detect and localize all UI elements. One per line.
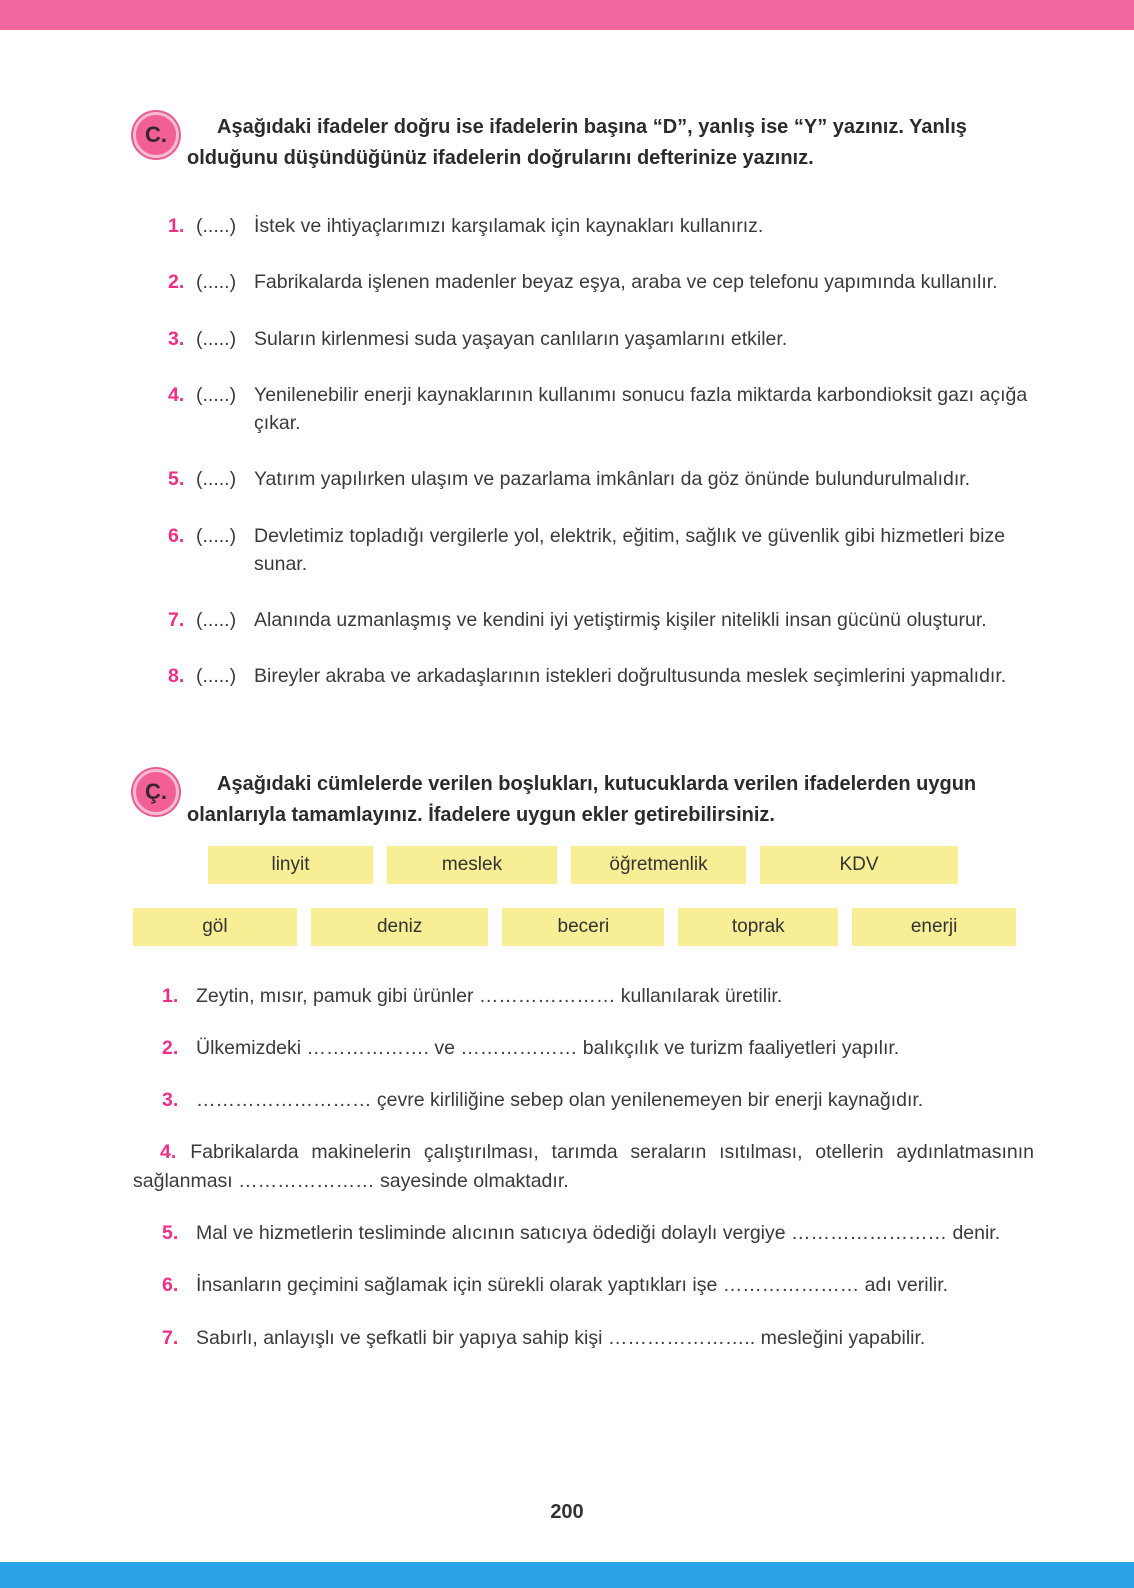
list-item — [168, 381, 1029, 438]
item-text: Zeytin, mısır, pamuk gibi ürünler ………………… kullanılarak üretilir. — [196, 984, 783, 1007]
word-bank — [133, 846, 1016, 946]
word-box: deniz — [311, 908, 489, 946]
section-c-badge: C. — [133, 112, 179, 158]
item-number: 1. — [168, 215, 185, 237]
true-false-blank: (.....) — [196, 468, 237, 491]
section-c-instruction: Aşağıdaki ifadeler doğru ise ifadelerin başına “D”, yanlış ise “Y” yazınız. Yanlış olduğunu düşündüğünüz ifadelerin doğrularını defterinize yazınız. — [187, 116, 967, 169]
word-bank-row — [133, 846, 1016, 884]
section-c-list — [168, 212, 1029, 691]
item-number: 1. — [162, 984, 179, 1007]
true-false-blank: (.....) — [196, 609, 237, 632]
item-text: İnsanların geçimini sağlamak için sürekli olarak yaptıkları işe ………………… adı verilir. — [196, 1274, 949, 1297]
word-bank-row — [133, 908, 1016, 946]
item-text: Alanında uzmanlaşmış ve kendini iyi yetiştirmiş kişiler nitelikli insan gücünü oluşturur. — [254, 609, 987, 632]
item-text: Fabrikalarda işlenen madenler beyaz eşya, araba ve cep telefonu yapımında kullanılır. — [254, 271, 998, 294]
word-box: KDV — [760, 846, 958, 884]
true-false-blank: (.....) — [196, 524, 237, 547]
true-false-blank: (.....) — [196, 327, 237, 350]
item-number: 6. — [162, 1274, 179, 1297]
list-item — [133, 1324, 1034, 1352]
true-false-blank: (.....) — [196, 215, 237, 237]
word-box: göl — [133, 908, 297, 946]
section-cc-instruction: Aşağıdaki cümlelerde verilen boşlukları, kutucuklarda verilen ifadelerden uygun olanlarıyla tamamlayınız. İfadelere uygun ekler getirebilirsiniz. — [187, 772, 977, 826]
list-item — [168, 662, 1029, 690]
section-cc-header — [133, 769, 1039, 831]
item-number: 5. — [162, 1221, 179, 1244]
word-box: linyit — [208, 846, 373, 884]
item-text: Yatırım yapılırken ulaşım ve pazarlama imkânları da göz önünde bulundurulmalıdır. — [254, 468, 971, 491]
list-item — [133, 1219, 1034, 1247]
item-number: 4. — [168, 383, 185, 406]
word-box: öğretmenlik — [571, 846, 746, 884]
item-number: 7. — [162, 1326, 179, 1349]
item-number: 6. — [168, 524, 185, 547]
word-box: enerji — [852, 908, 1016, 946]
item-number: 2. — [162, 1036, 179, 1059]
bottom-accent-bar — [0, 1562, 1134, 1588]
true-false-blank: (.....) — [196, 383, 237, 406]
page-number: 200 — [550, 1501, 584, 1523]
item-number: 3. — [162, 1089, 179, 1112]
word-box: beceri — [502, 908, 664, 946]
item-text: İstek ve ihtiyaçlarımızı karşılamak için kaynakları kullanırız. — [254, 215, 764, 237]
true-false-blank: (.....) — [196, 665, 237, 688]
item-number: 5. — [168, 468, 185, 491]
list-item — [133, 1138, 1034, 1195]
list-item — [168, 465, 1029, 493]
item-number: 4. — [160, 1141, 177, 1164]
item-number: 2. — [168, 271, 185, 294]
top-accent-bar — [0, 0, 1134, 30]
item-text: Sabırlı, anlayışlı ve şefkatli bir yapıya sahip kişi ………………….. mesleğini yapabilir. — [196, 1326, 926, 1349]
list-item — [133, 1034, 1034, 1062]
list-item — [168, 212, 1029, 240]
list-item — [133, 1271, 1034, 1299]
word-box: meslek — [387, 846, 557, 884]
item-text: Ülkemizdeki ………………. ve ……………… balıkçılık ve turizm faaliyetleri yapılır. — [196, 1036, 900, 1059]
item-text: Mal ve hizmetlerin tesliminde alıcının satıcıya ödediği dolaylı vergiye …………………… denir. — [196, 1221, 1001, 1244]
section-c-header — [133, 112, 1039, 174]
item-text: Yenilenebilir enerji kaynaklarının kullanımı sonucu fazla miktarda karbondioksit gazı açığa çıkar. — [254, 383, 1028, 435]
item-text: Devletimiz topladığı vergilerle yol, elektrik, eğitim, sağlık ve güvenlik gibi hizmetleri bize sunar. — [254, 524, 1006, 575]
item-number: 3. — [168, 327, 185, 350]
list-item — [133, 1086, 1034, 1114]
section-cc-list — [133, 982, 1034, 1352]
list-item — [168, 522, 1029, 579]
item-number: 7. — [168, 609, 185, 632]
list-item — [168, 268, 1029, 296]
item-text: Fabrikalarda makinelerin çalıştırılması, tarımda seraların ısıtılması, otellerin aydınlatmasının sağlanması ………………… sayesinde olmaktadır. — [133, 1141, 1034, 1192]
item-text: Bireyler akraba ve arkadaşlarının istekleri doğrultusunda meslek seçimlerini yapmalıdır. — [254, 665, 1007, 688]
word-box: toprak — [678, 908, 838, 946]
list-item — [168, 325, 1029, 353]
item-number: 8. — [168, 665, 185, 688]
section-cc-badge: Ç. — [133, 769, 179, 815]
list-item — [133, 982, 1034, 1010]
true-false-blank: (.....) — [196, 271, 237, 294]
item-text: Suların kirlenmesi suda yaşayan canlıların yaşamlarını etkiler. — [254, 327, 788, 350]
item-text: ……………………… çevre kirliliğine sebep olan yenilenemeyen bir enerji kaynağıdır. — [196, 1089, 924, 1112]
list-item — [168, 606, 1029, 634]
